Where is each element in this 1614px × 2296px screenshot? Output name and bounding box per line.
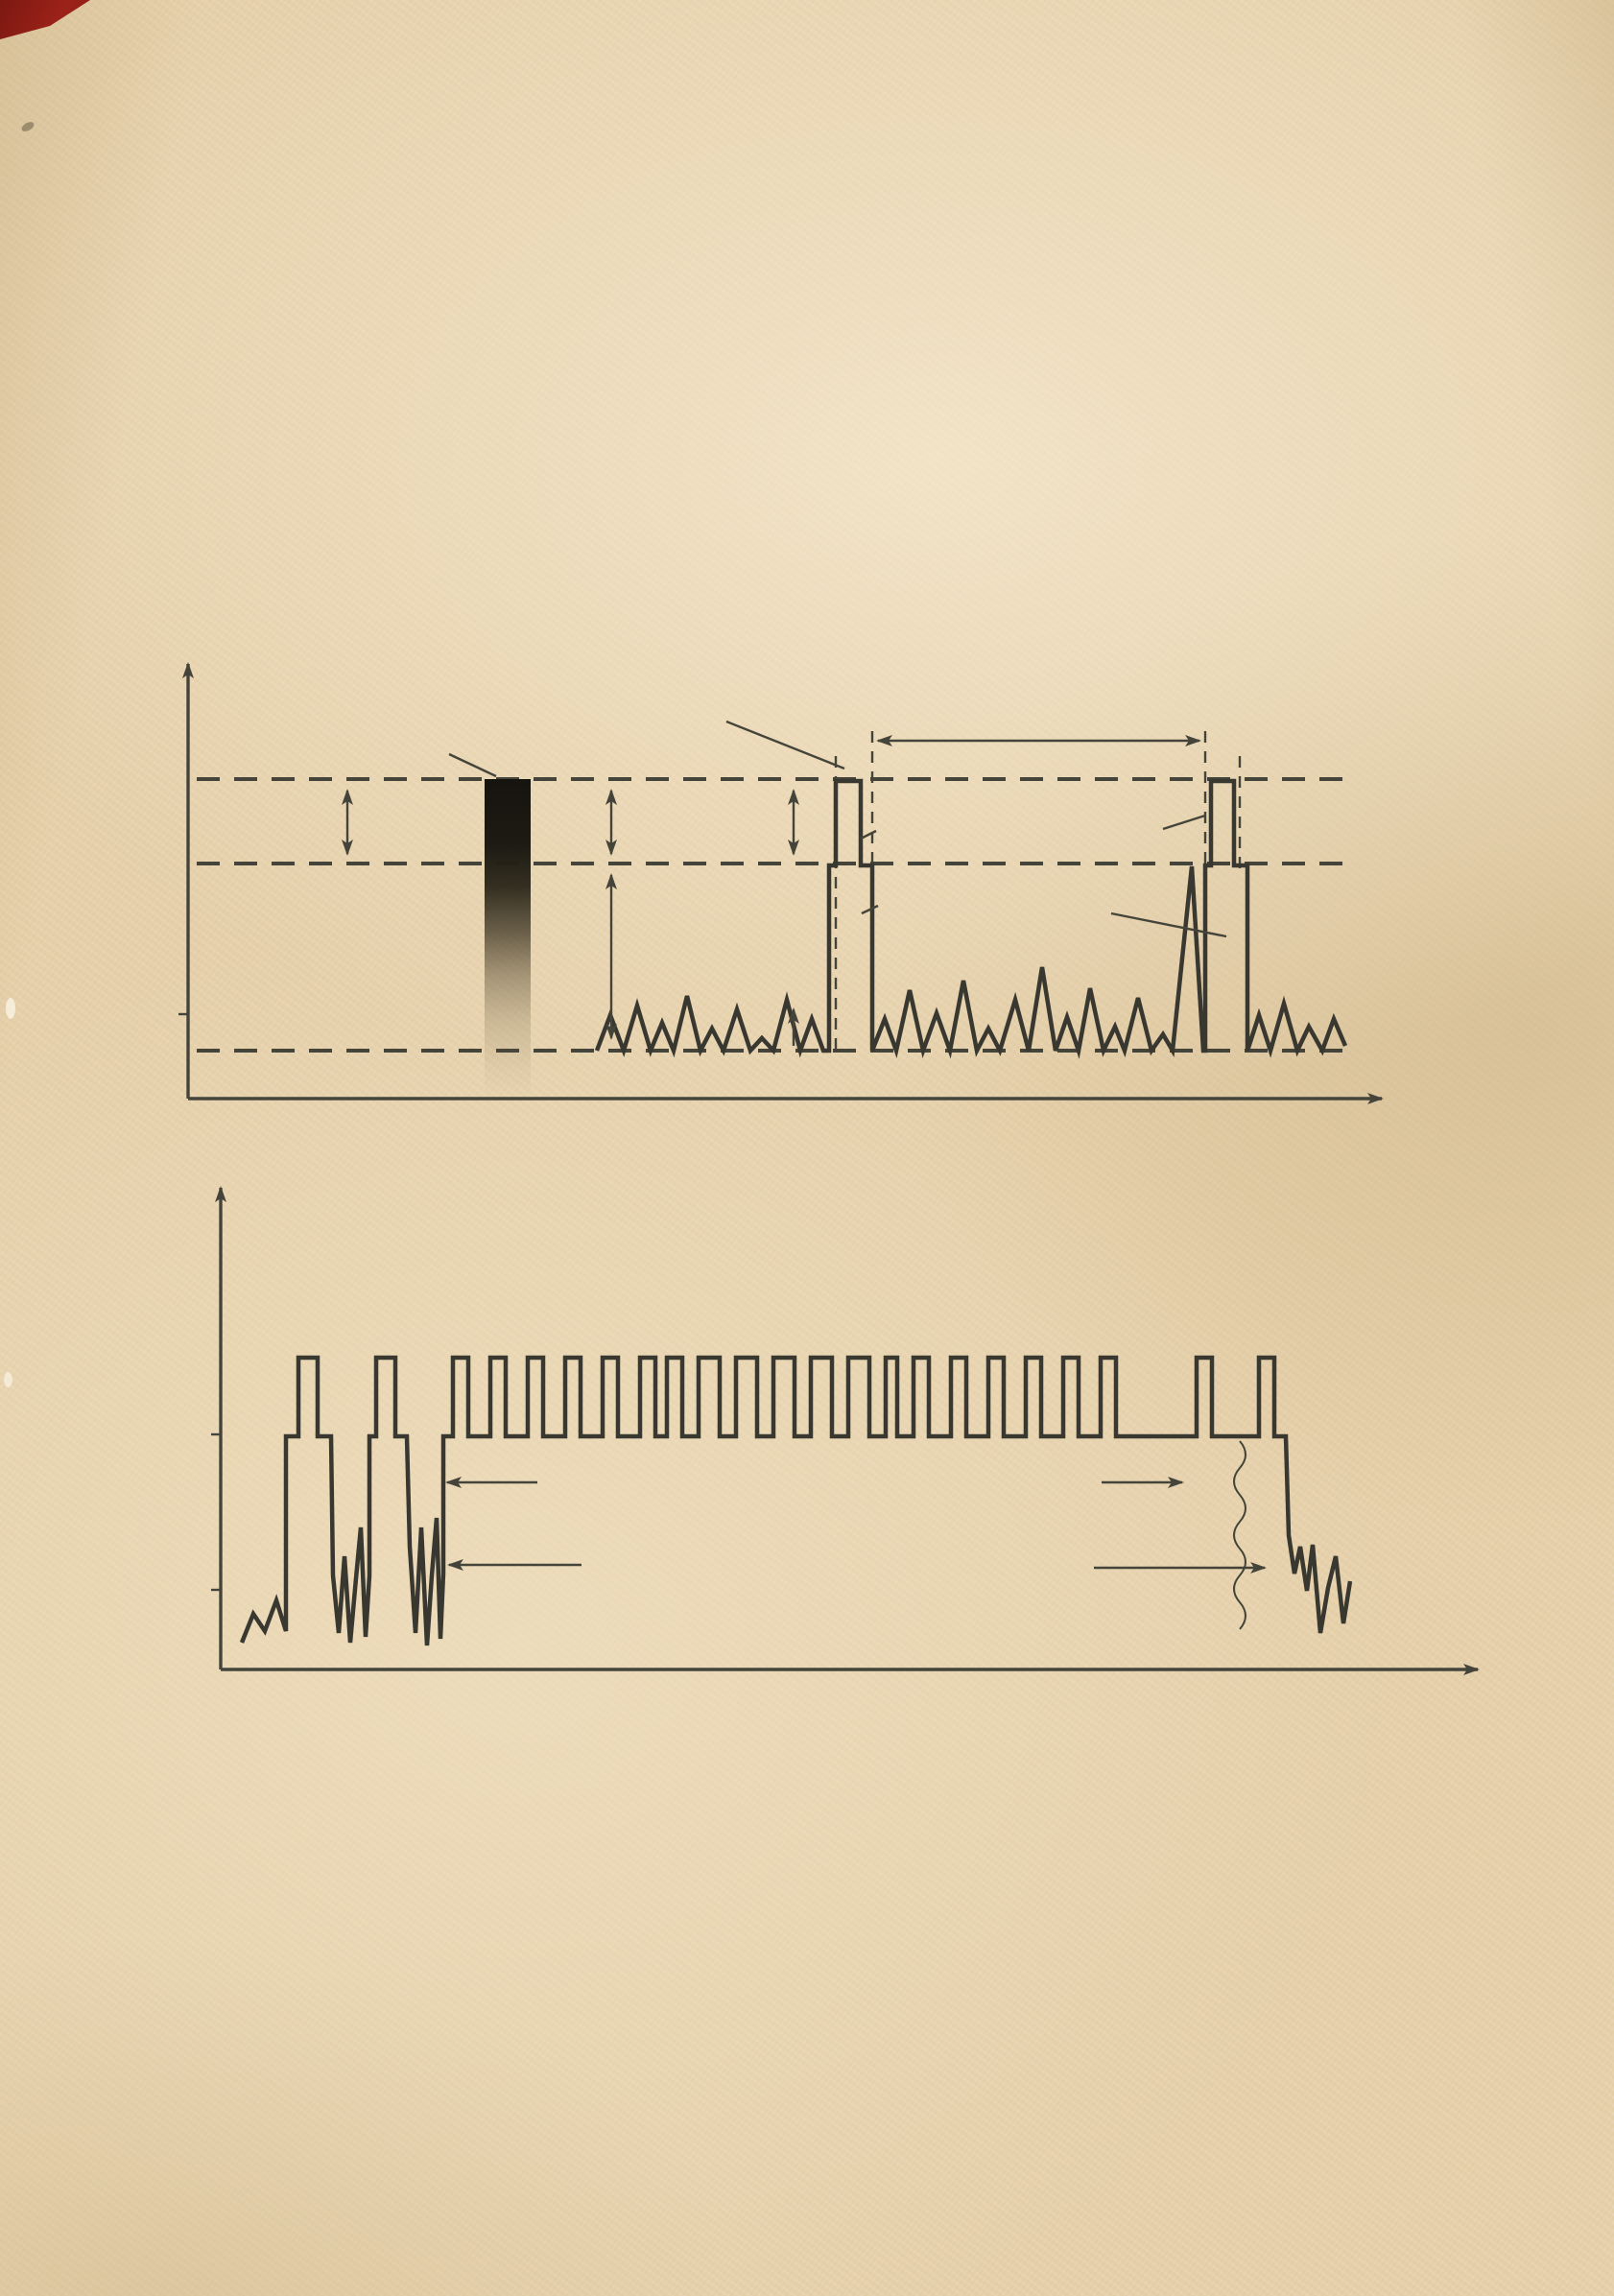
diagram-a: [178, 664, 1382, 1099]
break-squiggle: [1234, 1441, 1246, 1629]
pointer-line: [1163, 816, 1205, 829]
brightness-bar: [485, 779, 531, 1097]
pointer-line: [449, 754, 496, 776]
pointer-line: [726, 722, 844, 769]
video-waveform-a: [597, 781, 1345, 1051]
pointer-line: [1111, 913, 1226, 936]
pointer-line: [861, 831, 876, 839]
diagram-b: [211, 1188, 1478, 1669]
video-waveform-b: [242, 1358, 1350, 1645]
pointer-line: [862, 906, 878, 913]
figure-caption: [84, 1771, 1384, 1781]
